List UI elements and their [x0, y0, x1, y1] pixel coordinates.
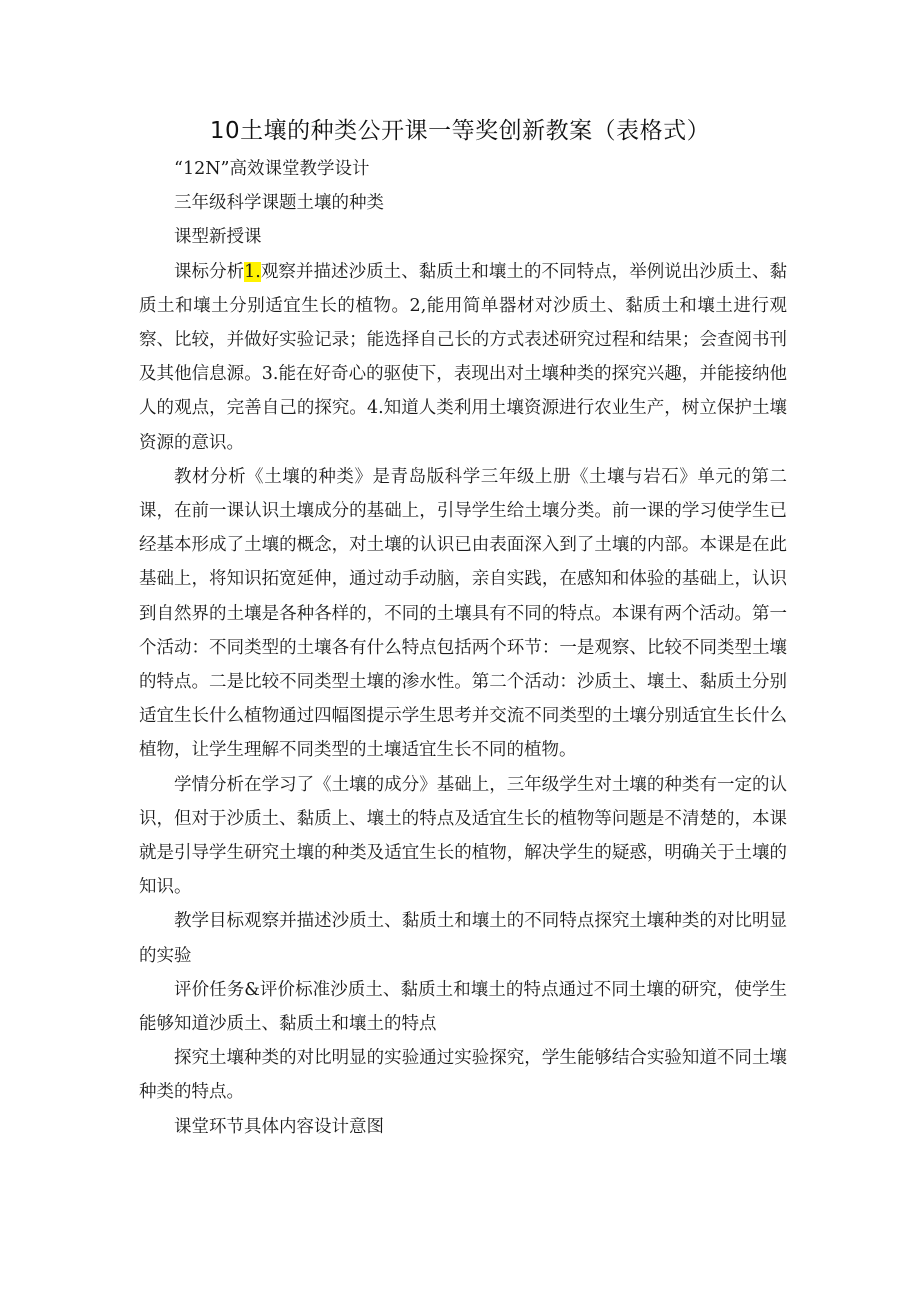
paragraph-table-header: 课堂环节具体内容设计意图 — [174, 1116, 384, 1137]
paragraph-assessment: 评价任务&评价标准沙质土、黏质土和壤土的特点通过不同土壤的研究，使学生能够知道沙质土、黏质土和壤土的特点 — [139, 979, 787, 1035]
paragraph-lesson-type: 课型新授课 — [174, 227, 262, 248]
paragraph-subject: 三年级科学课题土壤的种类 — [174, 193, 384, 214]
document-title: 10土壤的种类公开课一等奖创新教案（表格式） — [209, 118, 711, 144]
highlighted-number: 1. — [244, 261, 261, 282]
paragraph-student-analysis: 学情分析在学习了《土壤的成分》基础上，三年级学生对土壤的种类有一定的认识，但对于沙质土、黏质上、壤土的特点及适宜生长的植物等问题是不清楚的，本课就是引导学生研究土壤的种类及适宜生长的植物，解决学生的疑惑，明确关于土壤的知识。 — [139, 774, 787, 898]
paragraph-teaching-objectives: 教学目标观察并描述沙质土、黏质土和壤土的不同特点探究土壤种类的对比明显的实验 — [139, 911, 787, 966]
paragraph-design: “12N”高效课堂教学设计 — [174, 159, 370, 179]
curriculum-text: 观察并描述沙质土、黏质土和壤土的不同特点，举例说出沙质土、黏质土和壤土分别适宜生长的植物。2,能用简单器材对沙质土、黏质土和壤土进行观察、比较，并做好实验记录；能选择自己长的方式表述研究过程和结果；会查阅书刊及其他信息源。3.能在好奇心的驱使下，表现出对土壤种类的探究兴趣，并能接纳他人的观点，完善自己的探究。4.知道人类利用土壤资源进行农业生产，树立保护土壤资源的意识。 — [139, 261, 788, 453]
paragraph-experiment: 探究土壤种类的对比明显的实验通过实验探究，学生能够结合实验知道不同土壤种类的特点。 — [139, 1048, 787, 1103]
curriculum-label: 课标分析 — [174, 261, 245, 282]
document-body — [139, 152, 787, 1144]
paragraph-textbook-analysis: 教材分析《土壤的种类》是青岛版科学三年级上册《土壤与岩石》单元的第二课，在前一课认识土壤成分的基础上，引导学生给土壤分类。前一课的学习使学生已经基本形成了土壤的概念，对土壤的认识已由表面深入到了土壤的内部。本课是在此基础上，将知识拓宽延伸，通过动手动脑，亲自实践，在感知和体验的基础上，认识到自然界的土壤是各种各样的，不同的土壤具有不同的特点。本课有两个活动。第一个活动：不同类型的土壤各有什么特点包括两个环节：一是观察、比较不同类型土壤的特点。二是比较不同类型土壤的渗水性。第二个活动：沙质土、壤土、黏质土分别适宜生长什么植物通过四幅图提示学生思考并交流不同类型的土壤分别适宜生长什么植物，让学生理解不同类型的土壤适宜生长不同的植物。 — [139, 466, 787, 761]
paragraph-curriculum-analysis — [139, 255, 787, 460]
